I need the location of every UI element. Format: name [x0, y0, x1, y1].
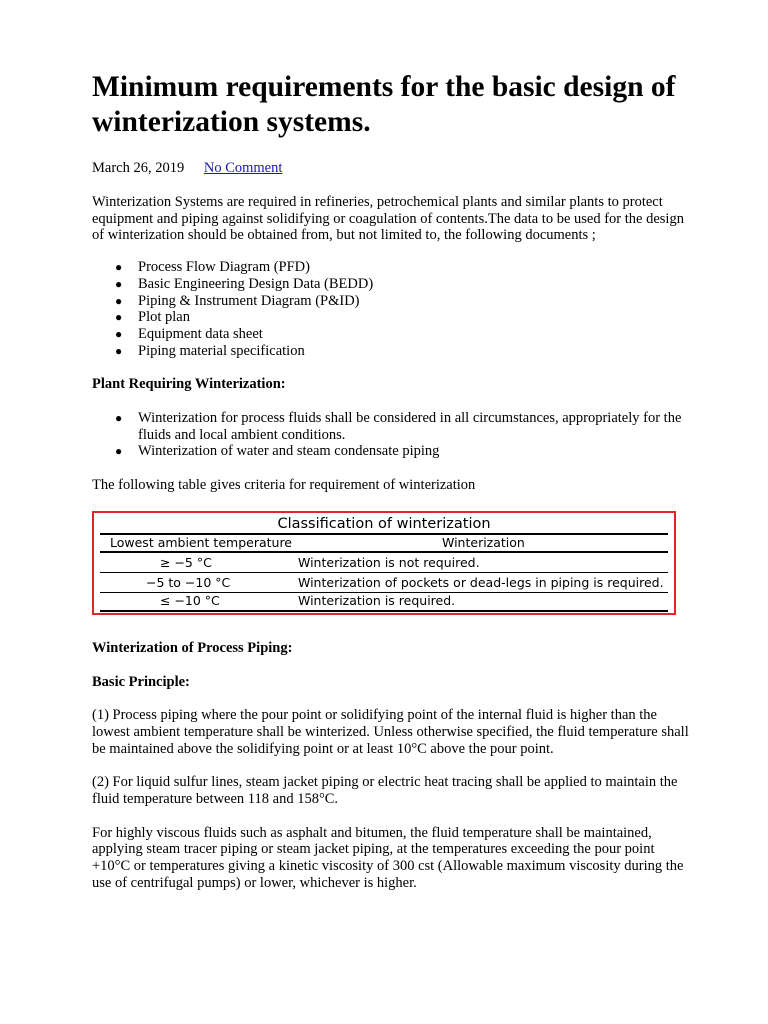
table-cell-winterization: Winterization is required. [298, 592, 456, 608]
table-rule [100, 551, 668, 553]
list-item: ● Piping material specification [115, 342, 305, 359]
bullet-icon: ● [115, 310, 123, 325]
plant-heading: Plant Requiring Winterization: [92, 376, 286, 393]
table-header-winterization: Winterization [442, 534, 525, 550]
table-rule [100, 572, 668, 573]
table-cell-temp: ≥ −5 °C [160, 554, 212, 570]
list-item: ● Equipment data sheet [115, 325, 263, 342]
table-cell-temp: ≤ −10 °C [160, 592, 220, 608]
bullet-icon: ● [115, 411, 123, 426]
paragraph: (2) For liquid sulfur lines, steam jacket piping or electric heat tracing shall be applied to maintain the fluid temperature between 118 and 158°C. [92, 774, 678, 808]
bullet-icon: ● [115, 444, 123, 459]
paragraph: For highly viscous fluids such as asphalt and bitumen, the fluid temperature shall be maintained, applying steam tracer piping or steam jacket piping, at the temperatures exceeding the pour point +10°C or temperatures giving a kinetic viscosity of 300 cst (Allowable maximum viscosity during the use of centrifugal pumps) or lower, whichever is higher. [92, 824, 684, 891]
process-piping-heading: Winterization of Process Piping: [92, 639, 293, 656]
list-item: ● Process Flow Diagram (PFD) [115, 259, 310, 276]
list-item: ● Basic Engineering Design Data (BEDD) [115, 275, 374, 292]
paragraph: (1) Process piping where the pour point or solidifying point of the internal fluid is higher than the lowest ambient temperature shall be winterized. Unless otherwise specified, the fluid temperature shall be maintained above the solidifying point or at least 10°C above the pour point. [92, 707, 689, 757]
list-item: ● Winterization of water and steam condensate piping [115, 443, 440, 460]
list-item: ● Plot plan [115, 309, 190, 326]
bullet-icon: ● [115, 293, 123, 308]
intro-paragraph: Winterization Systems are required in refineries, petrochemical plants and similar plants to protect equipment and piping against solidifying or coagulation of contents.The data to be used for the design of winterization should be obtained from, but not limited to, the following documents ; [92, 194, 684, 244]
table-header-temperature: Lowest ambient temperature [110, 534, 292, 550]
basic-principle-heading: Basic Principle: [92, 673, 190, 690]
bullet-icon: ● [115, 326, 123, 341]
article-meta [92, 159, 692, 177]
table-rule [100, 610, 668, 612]
bullet-icon: ● [115, 260, 123, 275]
list-item: ● Piping & Instrument Diagram (P&ID) [115, 292, 360, 309]
table-cell-temp: −5 to −10 °C [146, 574, 231, 590]
table-intro: The following table gives criteria for requirement of winterization [92, 477, 476, 494]
post-date: March 26, 2019 [92, 160, 185, 176]
table-cell-winterization: Winterization is not required. [298, 554, 480, 570]
comment-link[interactable]: No Comment [203, 160, 283, 176]
bullet-icon: ● [115, 343, 123, 358]
article-title: Minimum requirements for the basic design of winterization systems. [92, 71, 676, 138]
table-cell-winterization: Winterization of pockets or dead-legs in piping is required. [298, 574, 664, 590]
list-item: ● Winterization for process fluids shall be considered in all circumstances, appropriately for the fluids and local ambient conditions. [115, 410, 682, 443]
table-title: Classification of winterization [277, 515, 491, 532]
plant-list [92, 410, 692, 460]
documents-list [92, 259, 692, 359]
bullet-icon: ● [115, 276, 123, 291]
article [92, 70, 692, 892]
winterization-table-figure [92, 511, 676, 615]
